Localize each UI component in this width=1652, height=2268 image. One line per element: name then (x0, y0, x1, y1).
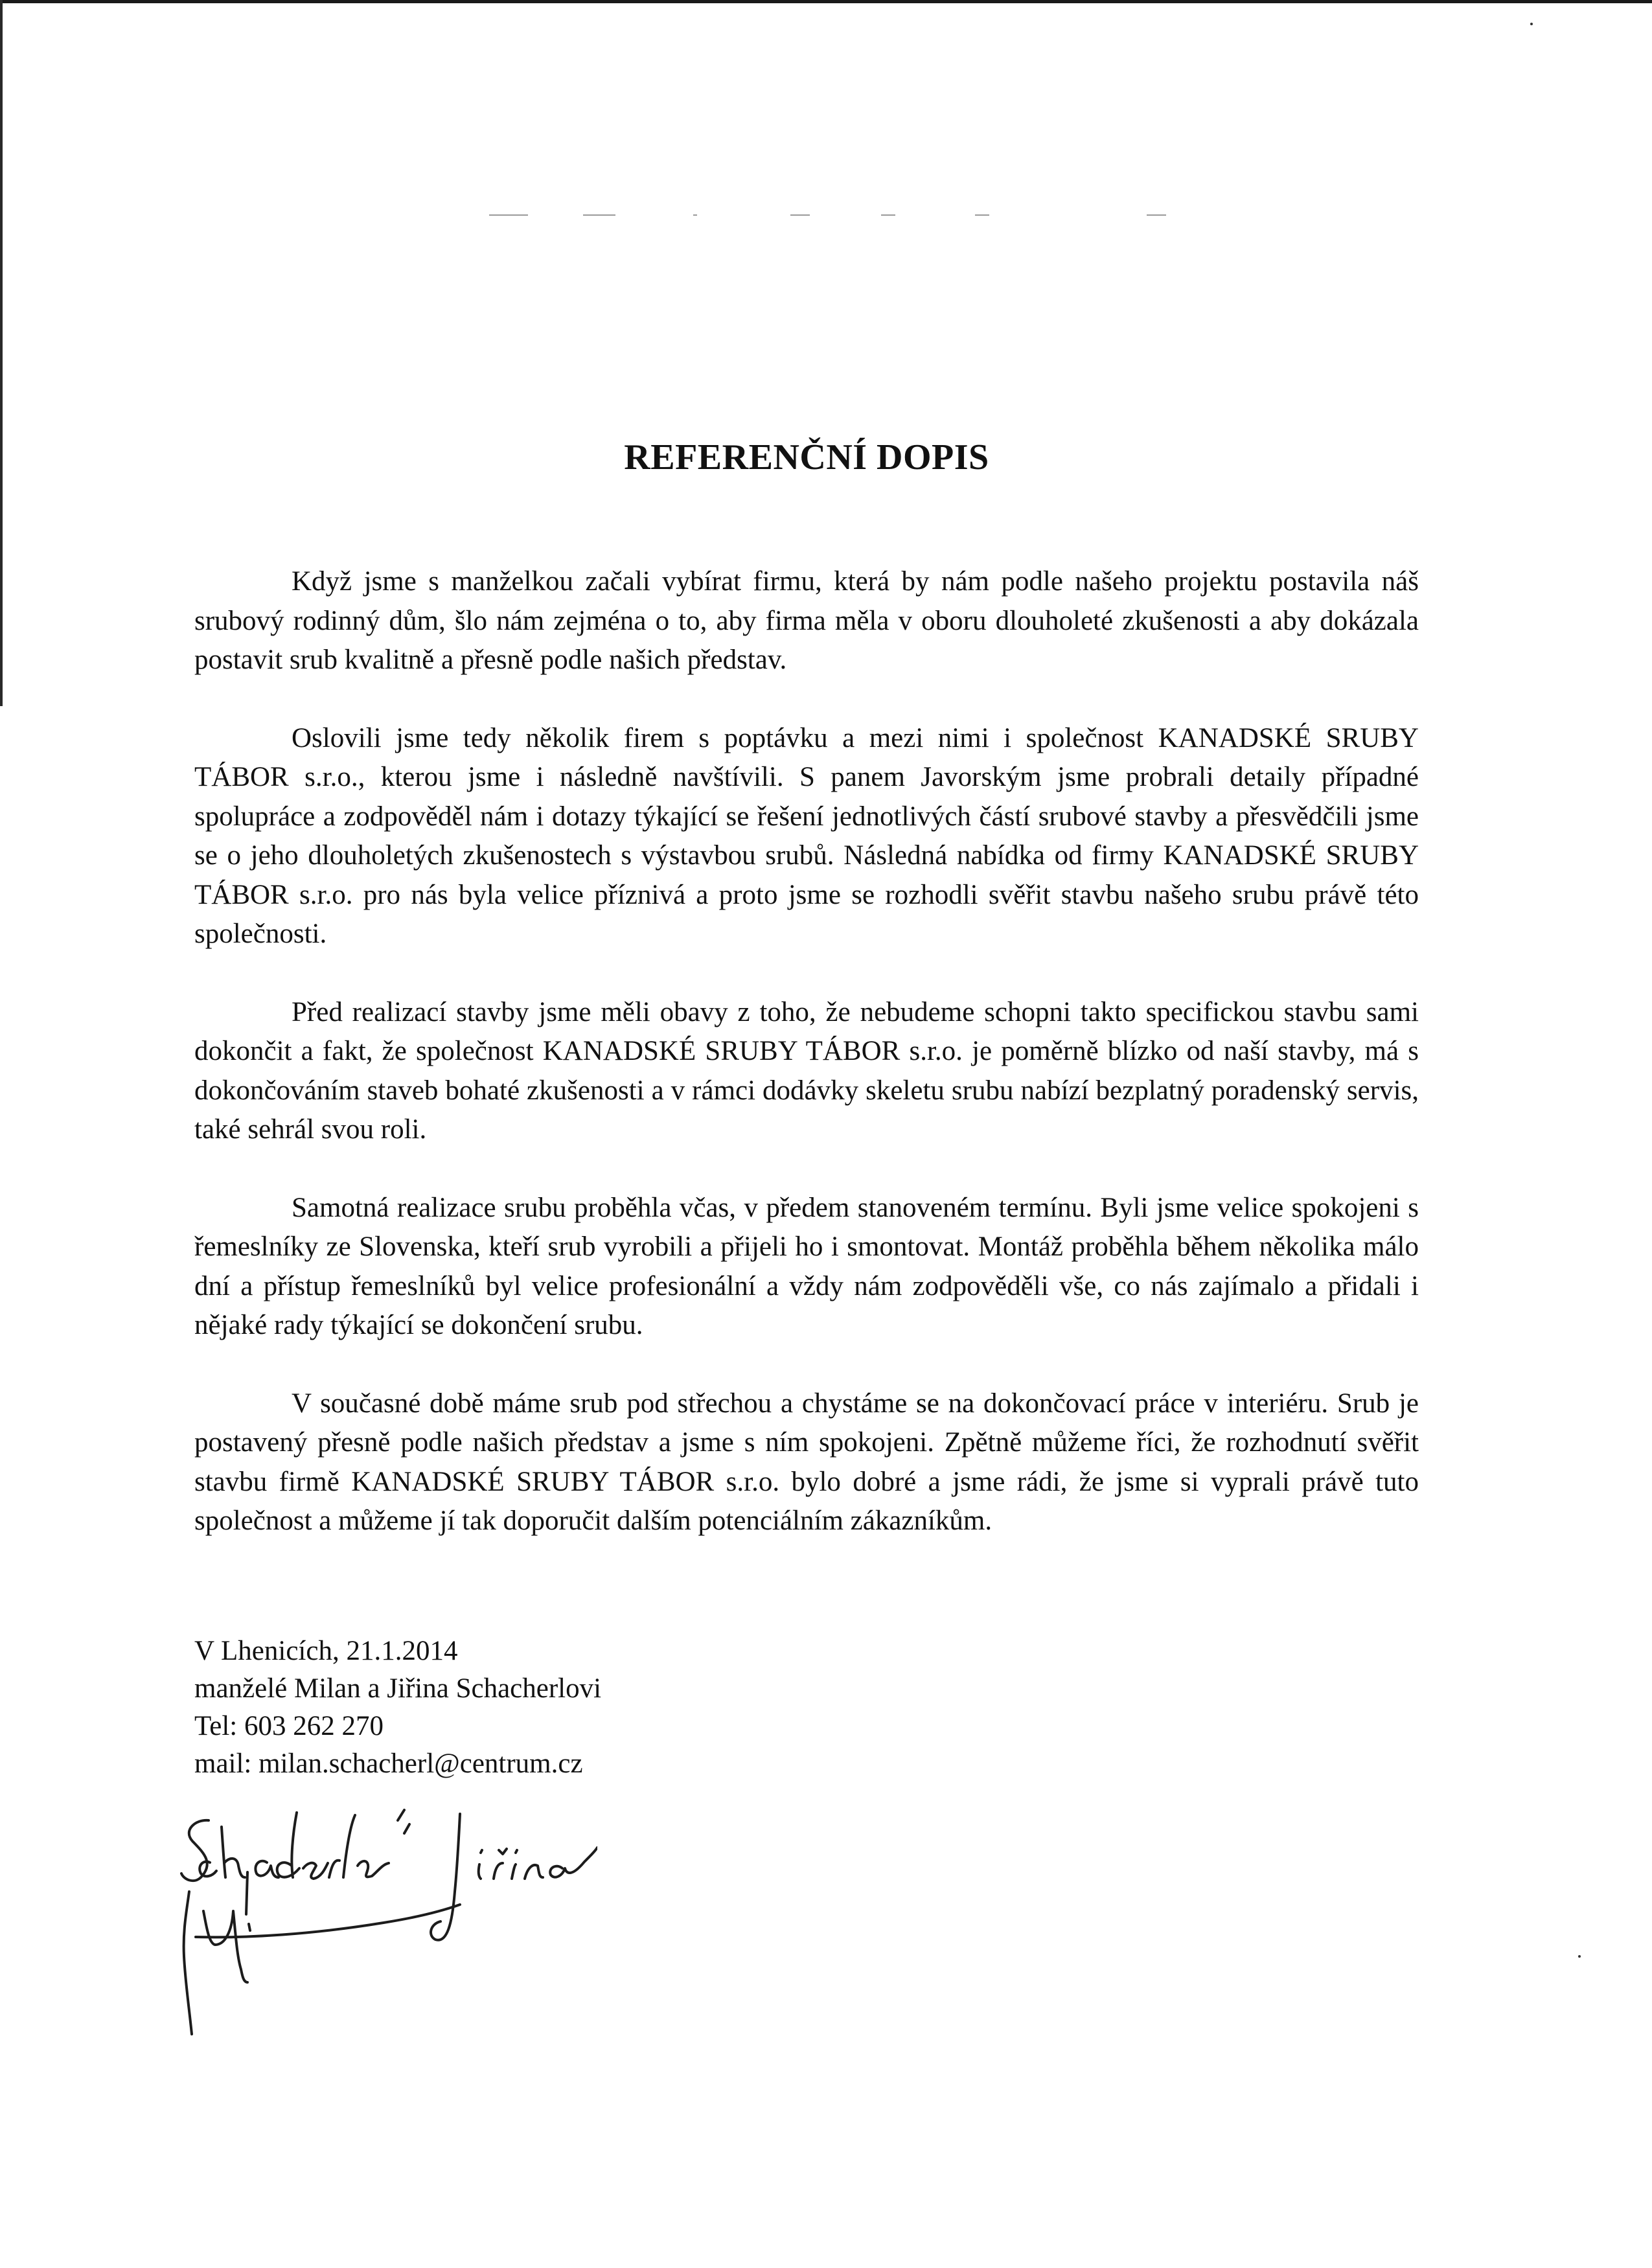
scan-edge-top (0, 0, 1652, 3)
letter-body (194, 562, 1419, 1580)
sender-names: manželé Milan a Jiřina Schacherlovi (194, 1673, 602, 1704)
email-address: mail: milan.schacherl@centrum.cz (194, 1748, 583, 1779)
document-title: REFERENČNÍ DOPIS (624, 437, 989, 477)
sender-contact (194, 1632, 601, 1783)
paragraph: Samotná realizace srubu proběhla včas, v předem stanoveném termínu. Byli jsme velice spokojeni s řemeslníky ze Slovenska, kteří srub vyrobili a přijeli ho i smontovat. Montáž proběhla během několika málo dní a přístup řemeslníků byl velice profesionální a vždy nám zodpověděli vše, co nás zajímalo a přidali i nějaké rady týkající se dokončení srubu. (194, 1192, 1419, 1340)
scan-speck (1530, 23, 1533, 25)
paragraph: Když jsme s manželkou začali vybírat firmu, která by nám podle našeho projektu postavila náš srubový rodinný dům, šlo nám zejména o to, aby firma měla v oboru dlouholeté zkušenosti a aby dokázala postavit srub kvalitně a přesně podle našich představ. (194, 566, 1419, 675)
faint-header-lines (479, 214, 1205, 218)
paragraph: V současné době máme srub pod střechou a chystáme se na dokončovací práce v interiéru. Srub je postavený přesně podle našich představ a jsme s ním spokojeni. Zpětně můžeme říci, že rozhodnutí svěřit stavbu firmě KANADSKÉ SRUBY TÁBOR s.r.o. bylo dobré a jsme rádi, že jsme si vyprali právě tuto společnost a můžeme jí tak doporučit dalším potenciálním zákazníkům. (194, 1388, 1419, 1536)
phone-number: Tel: 603 262 270 (194, 1711, 384, 1741)
place-date: V Lhenicích, 21.1.2014 (194, 1636, 458, 1666)
scan-speck (1578, 1955, 1581, 1958)
paragraph: Oslovili jsme tedy několik firem s poptávku a mezi nimi i společnost KANADSKÉ SRUBY TÁBOR s.r.o., kterou jsme i následně navštívili. S panem Javorským jsme probrali detaily případné spolupráce a zodpověděl nám i dotazy týkající se řešení jednotlivých částí srubové stavby a přesvědčili jsme se o jeho dlouholetých zkušenostech s výstavbou srubů. Následná nabídka od firmy KANADSKÉ SRUBY TÁBOR s.r.o. pro nás byla velice příznivá a proto jsme se rozhodli svěřit stavbu našeho srubu právě této společnosti. (194, 722, 1419, 949)
paragraph: Před realizací stavby jsme měli obavy z toho, že nebudeme schopni takto specifickou stavbu sami dokončit a fakt, že společnost KANADSKÉ SRUBY TÁBOR s.r.o. je poměrně blízko od naší stavby, má s dokončováním staveb bohaté zkušenosti a v rámci dodávky skeletu srubu nabízí bezplatný poradenský servis, také sehrál svou roli. (194, 996, 1419, 1145)
scan-edge-left (0, 0, 3, 706)
handwritten-signature (170, 1801, 597, 2047)
